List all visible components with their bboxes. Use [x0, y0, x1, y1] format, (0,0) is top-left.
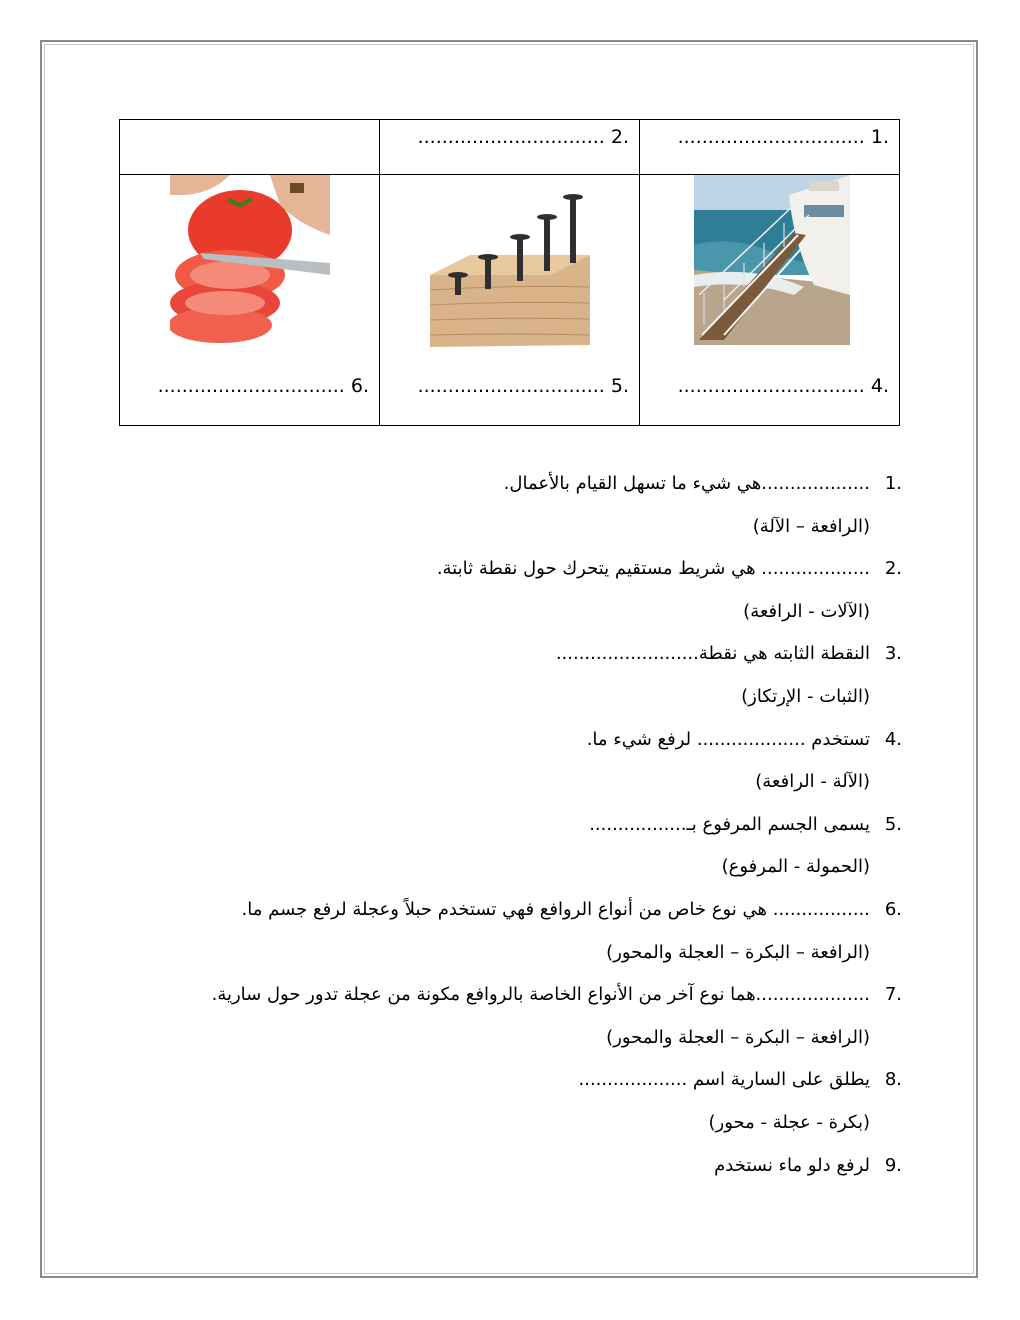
question-1: .1...................هي شيء ما تسهل القيام بالأعمال.: [503, 473, 902, 494]
question-7: .7....................هما نوع آخر من الأنواع الخاصة بالروافع مكونة من عجلة تدور حول سارية.: [211, 984, 902, 1006]
header-cell-1: [640, 120, 900, 175]
header-cell-2: [380, 120, 640, 175]
question-6: .6................. هي نوع خاص من أنواع الروافع فهي تستخدم حبلاً وعجلة لرفع جسم ما.: [241, 898, 902, 920]
label-2: .2 ...............................: [417, 126, 629, 148]
picture-label-table: [119, 119, 900, 426]
label-1: .1 ...............................: [677, 126, 889, 148]
choices-1: (الرافعة – الآلة): [752, 515, 870, 537]
questions-list: [142, 470, 902, 1194]
choices-7: (الرافعة – البكرة – العجلة والمحور): [606, 1026, 870, 1048]
knife-cutting-tomato-image: [170, 175, 330, 343]
question-2: .2................... هي شريط مستقيم يتحرك حول نقطة ثابتة.: [436, 558, 902, 580]
question-5: .5يسمى الجسم المرفوع بـ.................: [589, 813, 902, 835]
screws-in-wood-image: [430, 175, 590, 350]
choices-3: (الثبات - الإرتكاز): [741, 685, 870, 707]
header-cell-3: [120, 120, 380, 175]
label-6: .6 ...............................: [157, 375, 369, 397]
question-9: .9لرفع دلو ماء نستخدم: [714, 1154, 902, 1176]
choices-6: (الرافعة – البكرة – العجلة والمحور): [606, 941, 870, 963]
image-cell-5: [380, 175, 640, 426]
question-4: .4تستخدم ................... لرفع شيء ما.: [586, 728, 902, 750]
boat-gangway-image: [694, 175, 850, 345]
image-cell-4: [640, 175, 900, 426]
label-5: .5 ...............................: [417, 375, 629, 397]
choices-4: (الآلة - الرافعة): [755, 771, 870, 793]
choices-5: (الحمولة - المرفوع): [721, 856, 870, 878]
choices-2: (الآلات - الرافعة): [743, 600, 870, 622]
label-4: .4 ...............................: [677, 375, 889, 397]
question-8: .8يطلق على السارية اسم ...................: [578, 1069, 902, 1091]
choices-8: (بكرة - عجلة - محور): [708, 1111, 870, 1133]
question-3: .3النقطة الثابته هي نقطة.........................: [555, 643, 902, 665]
image-cell-6: [120, 175, 380, 426]
